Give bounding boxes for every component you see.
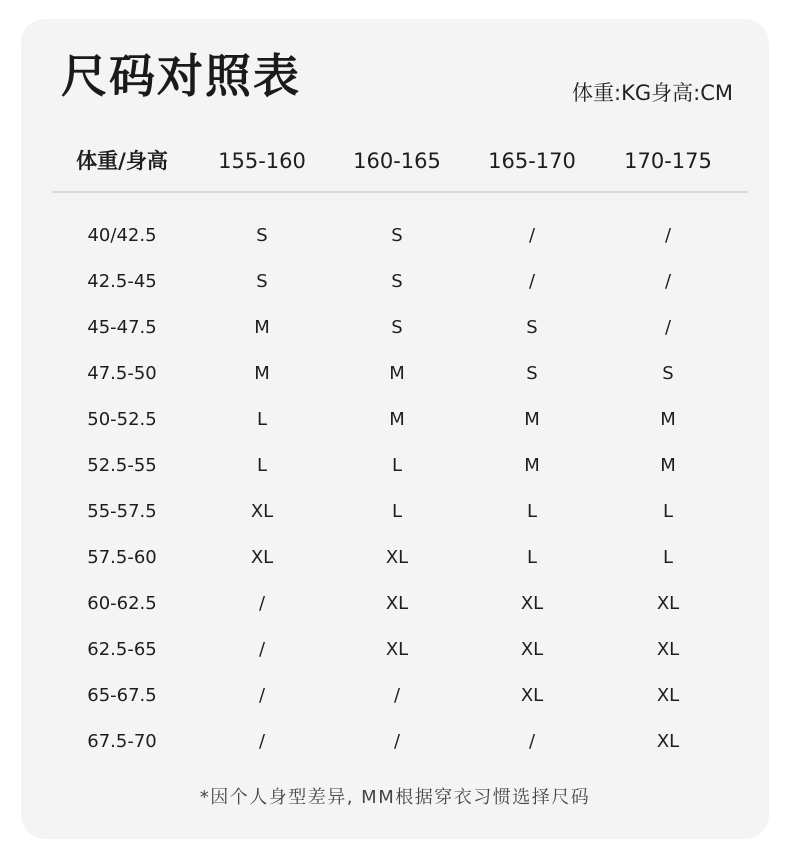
size-cell: M bbox=[254, 363, 270, 384]
table-row bbox=[52, 259, 748, 305]
size-cell: XL bbox=[520, 593, 544, 614]
row-weight-cell: 55-57.5 bbox=[87, 501, 157, 522]
size-cell: L bbox=[256, 409, 268, 430]
table-row bbox=[52, 673, 748, 719]
size-cell: S bbox=[662, 363, 674, 384]
size-cell: S bbox=[256, 225, 268, 246]
header-cell-height-155-160: 155-160 bbox=[218, 149, 306, 173]
size-cell: L bbox=[391, 455, 403, 476]
row-weight-cell: 52.5-55 bbox=[87, 455, 157, 476]
size-cell: XL bbox=[385, 547, 409, 568]
unit-note: 体重:KG身高:CM bbox=[572, 81, 733, 105]
size-cell: XL bbox=[250, 501, 274, 522]
size-cell: / bbox=[528, 225, 536, 246]
table-row bbox=[52, 351, 748, 397]
size-cell: / bbox=[528, 731, 536, 752]
header-cell-height-165-170: 165-170 bbox=[488, 149, 576, 173]
size-cell: / bbox=[393, 685, 401, 706]
table-row bbox=[52, 489, 748, 535]
size-cell: L bbox=[256, 455, 268, 476]
size-cell: L bbox=[391, 501, 403, 522]
size-cell: S bbox=[391, 317, 403, 338]
row-weight-cell: 65-67.5 bbox=[87, 685, 157, 706]
row-weight-cell: 62.5-65 bbox=[87, 639, 157, 660]
size-cell: / bbox=[258, 639, 266, 660]
row-weight-cell: 40/42.5 bbox=[87, 225, 157, 246]
size-cell: XL bbox=[656, 639, 680, 660]
size-cell: S bbox=[256, 271, 268, 292]
size-chart-card bbox=[21, 19, 769, 839]
size-cell: / bbox=[528, 271, 536, 292]
size-cell: M bbox=[524, 455, 540, 476]
size-cell: / bbox=[664, 271, 672, 292]
size-cell: M bbox=[524, 409, 540, 430]
size-cell: XL bbox=[385, 593, 409, 614]
size-cell: S bbox=[526, 317, 538, 338]
size-cell: M bbox=[389, 363, 405, 384]
row-weight-cell: 47.5-50 bbox=[87, 363, 157, 384]
size-cell: L bbox=[662, 547, 674, 568]
table-row bbox=[52, 627, 748, 673]
table-row bbox=[52, 535, 748, 581]
header-cell-weight-height: 体重/身高 bbox=[76, 149, 168, 173]
size-cell: M bbox=[389, 409, 405, 430]
size-cell: L bbox=[662, 501, 674, 522]
row-weight-cell: 60-62.5 bbox=[87, 593, 157, 614]
row-weight-cell: 57.5-60 bbox=[87, 547, 157, 568]
footnote: *因个人身型差异, MM根据穿衣习惯选择尺码 bbox=[199, 787, 591, 808]
size-cell: / bbox=[393, 731, 401, 752]
table-header bbox=[52, 139, 748, 193]
row-weight-cell: 50-52.5 bbox=[87, 409, 157, 430]
size-cell: XL bbox=[520, 685, 544, 706]
size-cell: S bbox=[391, 271, 403, 292]
size-cell: XL bbox=[520, 639, 544, 660]
table-row bbox=[52, 397, 748, 443]
size-cell: XL bbox=[385, 639, 409, 660]
size-cell: XL bbox=[250, 547, 274, 568]
size-cell: / bbox=[664, 225, 672, 246]
size-cell: S bbox=[526, 363, 538, 384]
table-row bbox=[52, 305, 748, 351]
size-cell: / bbox=[258, 685, 266, 706]
size-cell: M bbox=[660, 409, 676, 430]
size-cell: / bbox=[664, 317, 672, 338]
size-cell: M bbox=[254, 317, 270, 338]
size-cell: XL bbox=[656, 685, 680, 706]
table-row bbox=[52, 213, 748, 259]
size-cell: M bbox=[660, 455, 676, 476]
row-weight-cell: 42.5-45 bbox=[87, 271, 157, 292]
row-weight-cell: 45-47.5 bbox=[87, 317, 157, 338]
size-cell: XL bbox=[656, 731, 680, 752]
size-cell: S bbox=[391, 225, 403, 246]
size-cell: / bbox=[258, 731, 266, 752]
header-cell-height-160-165: 160-165 bbox=[353, 149, 441, 173]
size-cell: L bbox=[526, 501, 538, 522]
size-cell: L bbox=[526, 547, 538, 568]
size-cell: XL bbox=[656, 593, 680, 614]
table-row bbox=[52, 443, 748, 489]
page-title: 尺码对照表 bbox=[61, 49, 301, 103]
size-cell: / bbox=[258, 593, 266, 614]
row-weight-cell: 67.5-70 bbox=[87, 731, 157, 752]
table-row bbox=[52, 581, 748, 627]
header-cell-height-170-175: 170-175 bbox=[624, 149, 712, 173]
table-row bbox=[52, 719, 748, 765]
